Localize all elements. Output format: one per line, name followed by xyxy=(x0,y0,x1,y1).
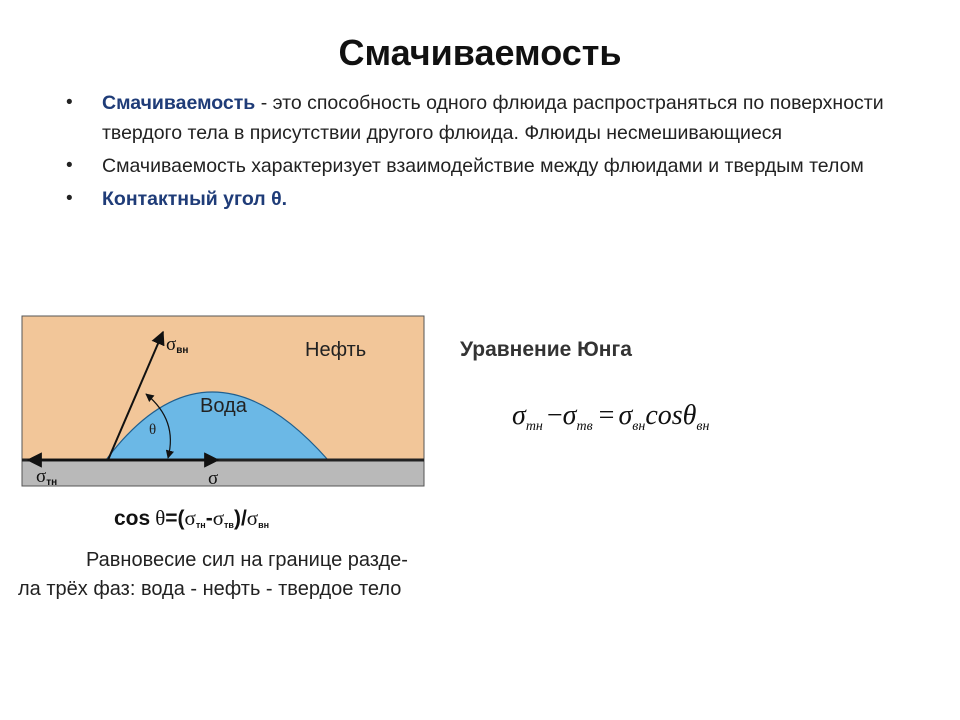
bullet-dot-icon: • xyxy=(66,92,73,113)
interaction-text: Смачиваемость характеризует взаимодействие между флюидами и твердым телом xyxy=(102,155,864,177)
bullet-dot-icon: • xyxy=(66,188,73,209)
minus-sign: − xyxy=(546,400,563,431)
term-wettability: Смачиваемость xyxy=(102,92,256,114)
bullet-item xyxy=(62,88,902,148)
sigma-vn-subscript: вн xyxy=(176,345,189,356)
water-label: Вода xyxy=(200,395,247,417)
sigma-symbol: σ xyxy=(618,400,633,431)
equals-sign: = xyxy=(598,400,615,431)
svg-text:σтн−σтв=σвнcosθвн xyxy=(512,400,709,434)
sub-vn: вн xyxy=(696,419,710,434)
young-equation-title: Уравнение Юнга xyxy=(460,338,632,361)
sigma-tn-subscript: тн xyxy=(46,477,58,488)
caption-line-2: ла трёх фаз: вода - нефть - твердое тело xyxy=(18,578,402,600)
sigma-symbol: σ xyxy=(562,400,577,431)
bullet-item xyxy=(62,184,902,214)
bullet-item xyxy=(62,151,902,181)
sigma-symbol: σ xyxy=(166,334,177,355)
definition-text: - это способность одного флюида распространяться по поверхности твердого тела в присутствии другого флюида. Флюиды несмешивающиеся xyxy=(102,92,884,144)
sigma-symbol: σ xyxy=(512,400,526,431)
theta-symbol: θ xyxy=(682,400,697,431)
sub-tn: тн xyxy=(525,419,543,434)
sub-vn: вн xyxy=(632,419,646,434)
sigma-tv-label xyxy=(208,468,218,489)
bullet-dot-icon: • xyxy=(66,155,73,176)
caption-line-1: Равновесие сил на границе разде- xyxy=(86,549,408,571)
wetting-diagram xyxy=(18,312,438,612)
sub-tv: тв xyxy=(576,419,593,434)
cos-formula: cos θ=(σтн-σтв)/σвн xyxy=(114,506,270,530)
slide-title: Смачиваемость xyxy=(338,32,622,73)
theta-label: θ xyxy=(149,422,157,438)
contact-angle-text: Контактный угол θ. xyxy=(102,188,288,210)
sigma-symbol: σ xyxy=(208,468,219,489)
sigma-symbol: σ xyxy=(36,466,47,487)
cos-text: cos xyxy=(645,400,683,431)
young-equation xyxy=(512,392,832,442)
solid-surface xyxy=(22,460,424,486)
bullet-list xyxy=(62,88,902,217)
oil-label: Нефть xyxy=(305,339,367,361)
